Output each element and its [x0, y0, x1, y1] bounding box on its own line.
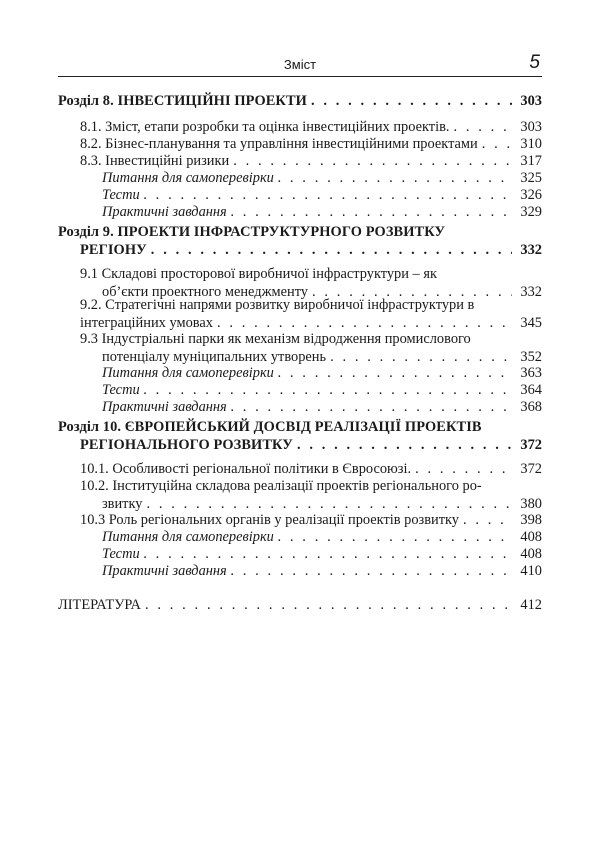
toc-entry-10-tests[interactable]: Тести . . . 408: [58, 545, 542, 563]
toc-page-number: 329: [520, 204, 542, 220]
toc-entry-8-3[interactable]: 8.3. Інвестиційні ризики . . . 317: [58, 152, 542, 170]
toc-entry-section-9[interactable]: Розділ 9. ПРОЕКТИ ІНФРАСТРУКТУРНОГО РОЗВИТКУ РЕГІОНУ . . . 332: [58, 223, 542, 259]
page-header: [58, 54, 542, 77]
toc-page-number: 368: [520, 399, 542, 415]
toc-page-number: 412: [520, 597, 542, 613]
toc-entry-9-self-check[interactable]: Питання для самоперевірки . . . 363: [58, 364, 542, 382]
toc-entry-8-1[interactable]: 8.1. Зміст, етапи розробки та оцінка інвестиційних проектів. . . . 303: [58, 118, 542, 136]
toc-entry-9-3[interactable]: 9.3 Індустріальні парки як механізм відродження промислового потенціалу муніципальних утворень . . . 352: [58, 330, 542, 366]
toc-entry-section-8[interactable]: Розділ 8. ІНВЕСТИЦІЙНІ ПРОЕКТИ . . . 303: [58, 92, 542, 110]
toc-page-number: 317: [520, 153, 542, 169]
toc-entry-9-1[interactable]: 9.1 Складові просторової виробничої інфраструктури – як об’єкти проектного менеджменту . . . 332: [58, 265, 542, 301]
toc-entry-8-tests[interactable]: Тести . . . 326: [58, 186, 542, 204]
toc-entry-9-tests[interactable]: Тести . . . 364: [58, 381, 542, 399]
toc-entry-8-self-check[interactable]: Питання для самоперевірки . . . 325: [58, 169, 542, 187]
toc-page-number: 372: [520, 437, 542, 453]
toc-page-number: 325: [520, 170, 542, 186]
toc-page-number: 303: [520, 119, 542, 135]
toc-entry-9-2[interactable]: 9.2. Стратегічні напрями розвитку виробничої інфраструктури в інтеграційних умовах . . . 345: [58, 296, 542, 332]
toc-page-number: 398: [520, 512, 542, 528]
toc-page-number: 380: [520, 496, 542, 512]
toc-entry-10-2[interactable]: 10.2. Інституційна складова реалізації проектів регіонального ро- звитку . . . 380: [58, 477, 542, 513]
toc-entry-section-10[interactable]: Розділ 10. ЄВРОПЕЙСЬКИЙ ДОСВІД РЕАЛІЗАЦІЇ ПРОЕКТІВ РЕГІОНАЛЬНОГО РОЗВИТКУ . . . 372: [58, 418, 542, 454]
toc-entry-literature[interactable]: ЛІТЕРАТУРА . . . 412: [58, 596, 542, 614]
toc-page-number: 363: [520, 365, 542, 381]
page-number: 5: [529, 52, 540, 73]
toc-entry-8-practice[interactable]: Практичні завдання . . . 329: [58, 203, 542, 221]
toc-page-number: 364: [520, 382, 542, 398]
running-title: Зміст: [283, 57, 317, 72]
toc-page-number: 345: [520, 315, 542, 331]
toc-page-number: 310: [520, 136, 542, 152]
toc-page-number: 332: [520, 284, 542, 300]
toc-entry-10-3[interactable]: 10.3 Роль регіональних органів у реалізації проектів розвитку . . . 398: [58, 511, 542, 529]
toc-entry-10-self-check[interactable]: Питання для самоперевірки . . . 408: [58, 528, 542, 546]
toc-page-number: 410: [520, 563, 542, 579]
toc-page-number: 408: [520, 546, 542, 562]
toc-page-number: 326: [520, 187, 542, 203]
toc-entry-9-practice[interactable]: Практичні завдання . . . 368: [58, 398, 542, 416]
toc-page-number: 352: [520, 349, 542, 365]
toc-entry-8-2[interactable]: 8.2. Бізнес-планування та управління інвестиційними проектами . . . 310: [58, 135, 542, 153]
toc-entry-10-1[interactable]: 10.1. Особливості регіональної політики в Євросоюзі. . . . 372: [58, 460, 542, 478]
toc-page-number: 408: [520, 529, 542, 545]
toc-page-number: 332: [520, 242, 542, 258]
toc-page-number: 303: [520, 93, 542, 109]
toc-entry-10-practice[interactable]: Практичні завдання . . . 410: [58, 562, 542, 580]
toc-page-number: 372: [520, 461, 542, 477]
